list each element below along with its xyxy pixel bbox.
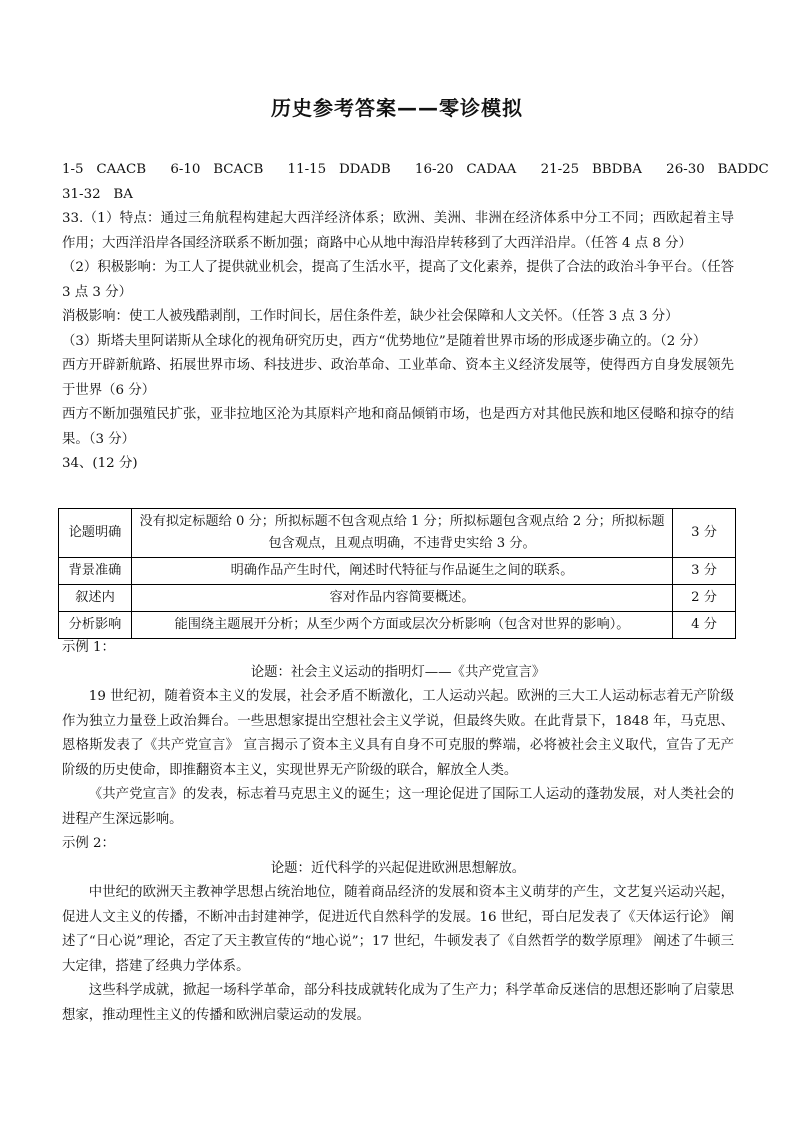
example-paragraph: 中世纪的欧洲天主教神学思想占统治地位，随着商品经济的发展和资本主义萌芽的产生，文艺复兴运动兴起，促进人文主义的传播，不断冲击封建神学，促进近代自然科学的发展。16 世纪，哥白尼发表了《天体运行论》 阐述了“日心说”理论，否定了天主教宣传的“地心说”；17 世纪，牛顿发表了《自然哲学的数学原理》 阐述了牛顿三大定律，搭建了经典力学体系。 (62, 885, 734, 974)
example-label: 示例 2： (62, 836, 115, 851)
answer-key-item: 1-5 CAACB (62, 162, 147, 177)
answer-key-item: 31-32 BA (62, 186, 133, 202)
rubric-item: 背景准确 (59, 558, 132, 585)
q33-part2-negative: 消极影响：使工人被残酷剥削，工作时间长，居住条件差，缺少社会保障和人文关怀。（任答 3 点 3 分） (62, 309, 679, 324)
rubric-item: 论题明确 (59, 509, 132, 558)
examples-section (62, 636, 734, 1028)
answer-key-row (62, 158, 769, 183)
answer-key-item: 26-30 BADDC (666, 162, 769, 177)
table-row (59, 585, 736, 612)
rubric-item: 叙述内 (59, 585, 132, 612)
q33-part3-reason1: 西方开辟新航路、拓展世界市场、科技进步、政治革命、工业革命、资本主义经济发展等，使得西方自身发展领先于世界（6 分） (62, 358, 734, 398)
example-topic: 论题：社会主义运动的指明灯——《共产党宣言》 (250, 664, 546, 680)
scoring-rubric-table (58, 508, 736, 639)
table-row (59, 558, 736, 585)
q33-part2-positive: （2）积极影响：为工人了提供就业机会，提高了生活水平，提高了文化素养，提供了合法的政治斗争平台。（任答 3 点 3 分） (62, 260, 734, 300)
rubric-score: 3 分 (673, 509, 736, 558)
answer-key-item: 16-20 CADAA (414, 162, 517, 177)
answer-section (62, 158, 769, 477)
rubric-item: 分析影响 (59, 612, 132, 639)
example-paragraph: 《共产党宣言》的发表，标志着马克思主义的诞生；这一理论促进了国际工人运动的蓬勃发展，对人类社会的进程产生深远影响。 (62, 787, 734, 827)
q33-part3: （3）斯塔夫里阿诺斯从全球化的视角研究历史，西方“优势地位”是随着世界市场的形成逐步确立的。（2 分） (62, 333, 707, 349)
rubric-description: 没有拟定标题给 0 分；所拟标题不包含观点给 1 分；所拟标题包含观点给 2 分；所拟标题包含观点，且观点明确，不违背史实给 3 分。 (132, 509, 673, 558)
rubric-description: 能围绕主题展开分析；从至少两个方面或层次分析影响（包含对世界的影响）。 (132, 612, 673, 639)
answer-key-item: 21-25 BBDBA (540, 162, 642, 177)
example-paragraph: 19 世纪初，随着资本主义的发展，社会矛盾不断激化，工人运动兴起。欧洲的三大工人运动标志着无产阶级作为独立力量登上政治舞台。一些思想家提出空想社会主义学说，但最终失败。在此背景下，1848 年，马克思、恩格斯发表了《共产党宣言》 宣言揭示了资本主义具有自身不可克服的弊端，必将被社会主义取代，宣告了无产阶级的历史使命，即推翻资本主义，实现世界无产阶级的联合，解放全人类。 (62, 689, 734, 778)
example-label: 示例 1： (62, 640, 115, 655)
rubric-description: 明确作品产生时代，阐述时代特征与作品诞生之间的联系。 (132, 558, 673, 585)
example-paragraph: 这些科学成就，掀起一场科学革命，部分科技成就转化成为了生产力；科学革命反迷信的思想还影响了启蒙思想家，推动理性主义的传播和欧洲启蒙运动的发展。 (62, 983, 734, 1023)
rubric-score: 4 分 (673, 612, 736, 639)
q33-part3-reason2: 西方不断加强殖民扩张，亚非拉地区沦为其原料产地和商品倾销市场，也是西方对其他民族和地区侵略和掠夺的结果。（3 分） (62, 407, 734, 447)
page-title: 历史参考答案——零诊模拟 (271, 96, 523, 120)
answer-key-row (62, 183, 734, 208)
q34-header: 34、(12 分) (62, 456, 138, 471)
answer-key-item: 11-15 DDADB (287, 162, 391, 177)
rubric-score: 2 分 (673, 585, 736, 612)
table-row (59, 612, 736, 639)
table-row (59, 509, 736, 558)
rubric-score: 3 分 (673, 558, 736, 585)
answer-key-item: 6-10 BCACB (170, 162, 264, 177)
q33-part1: 33.（1）特点：通过三角航程构建起大西洋经济体系；欧洲、美洲、非洲在经济体系中分工不同；西欧起着主导作用；大西洋沿岸各国经济联系不断加强；商路中心从地中海沿岸转移到了大西洋沿岸。（任答 4 点 8 分） (62, 211, 734, 251)
rubric-description: 容对作品内容简要概述。 (132, 585, 673, 612)
example-topic: 论题：近代科学的兴起促进欧洲思想解放。 (270, 860, 526, 876)
